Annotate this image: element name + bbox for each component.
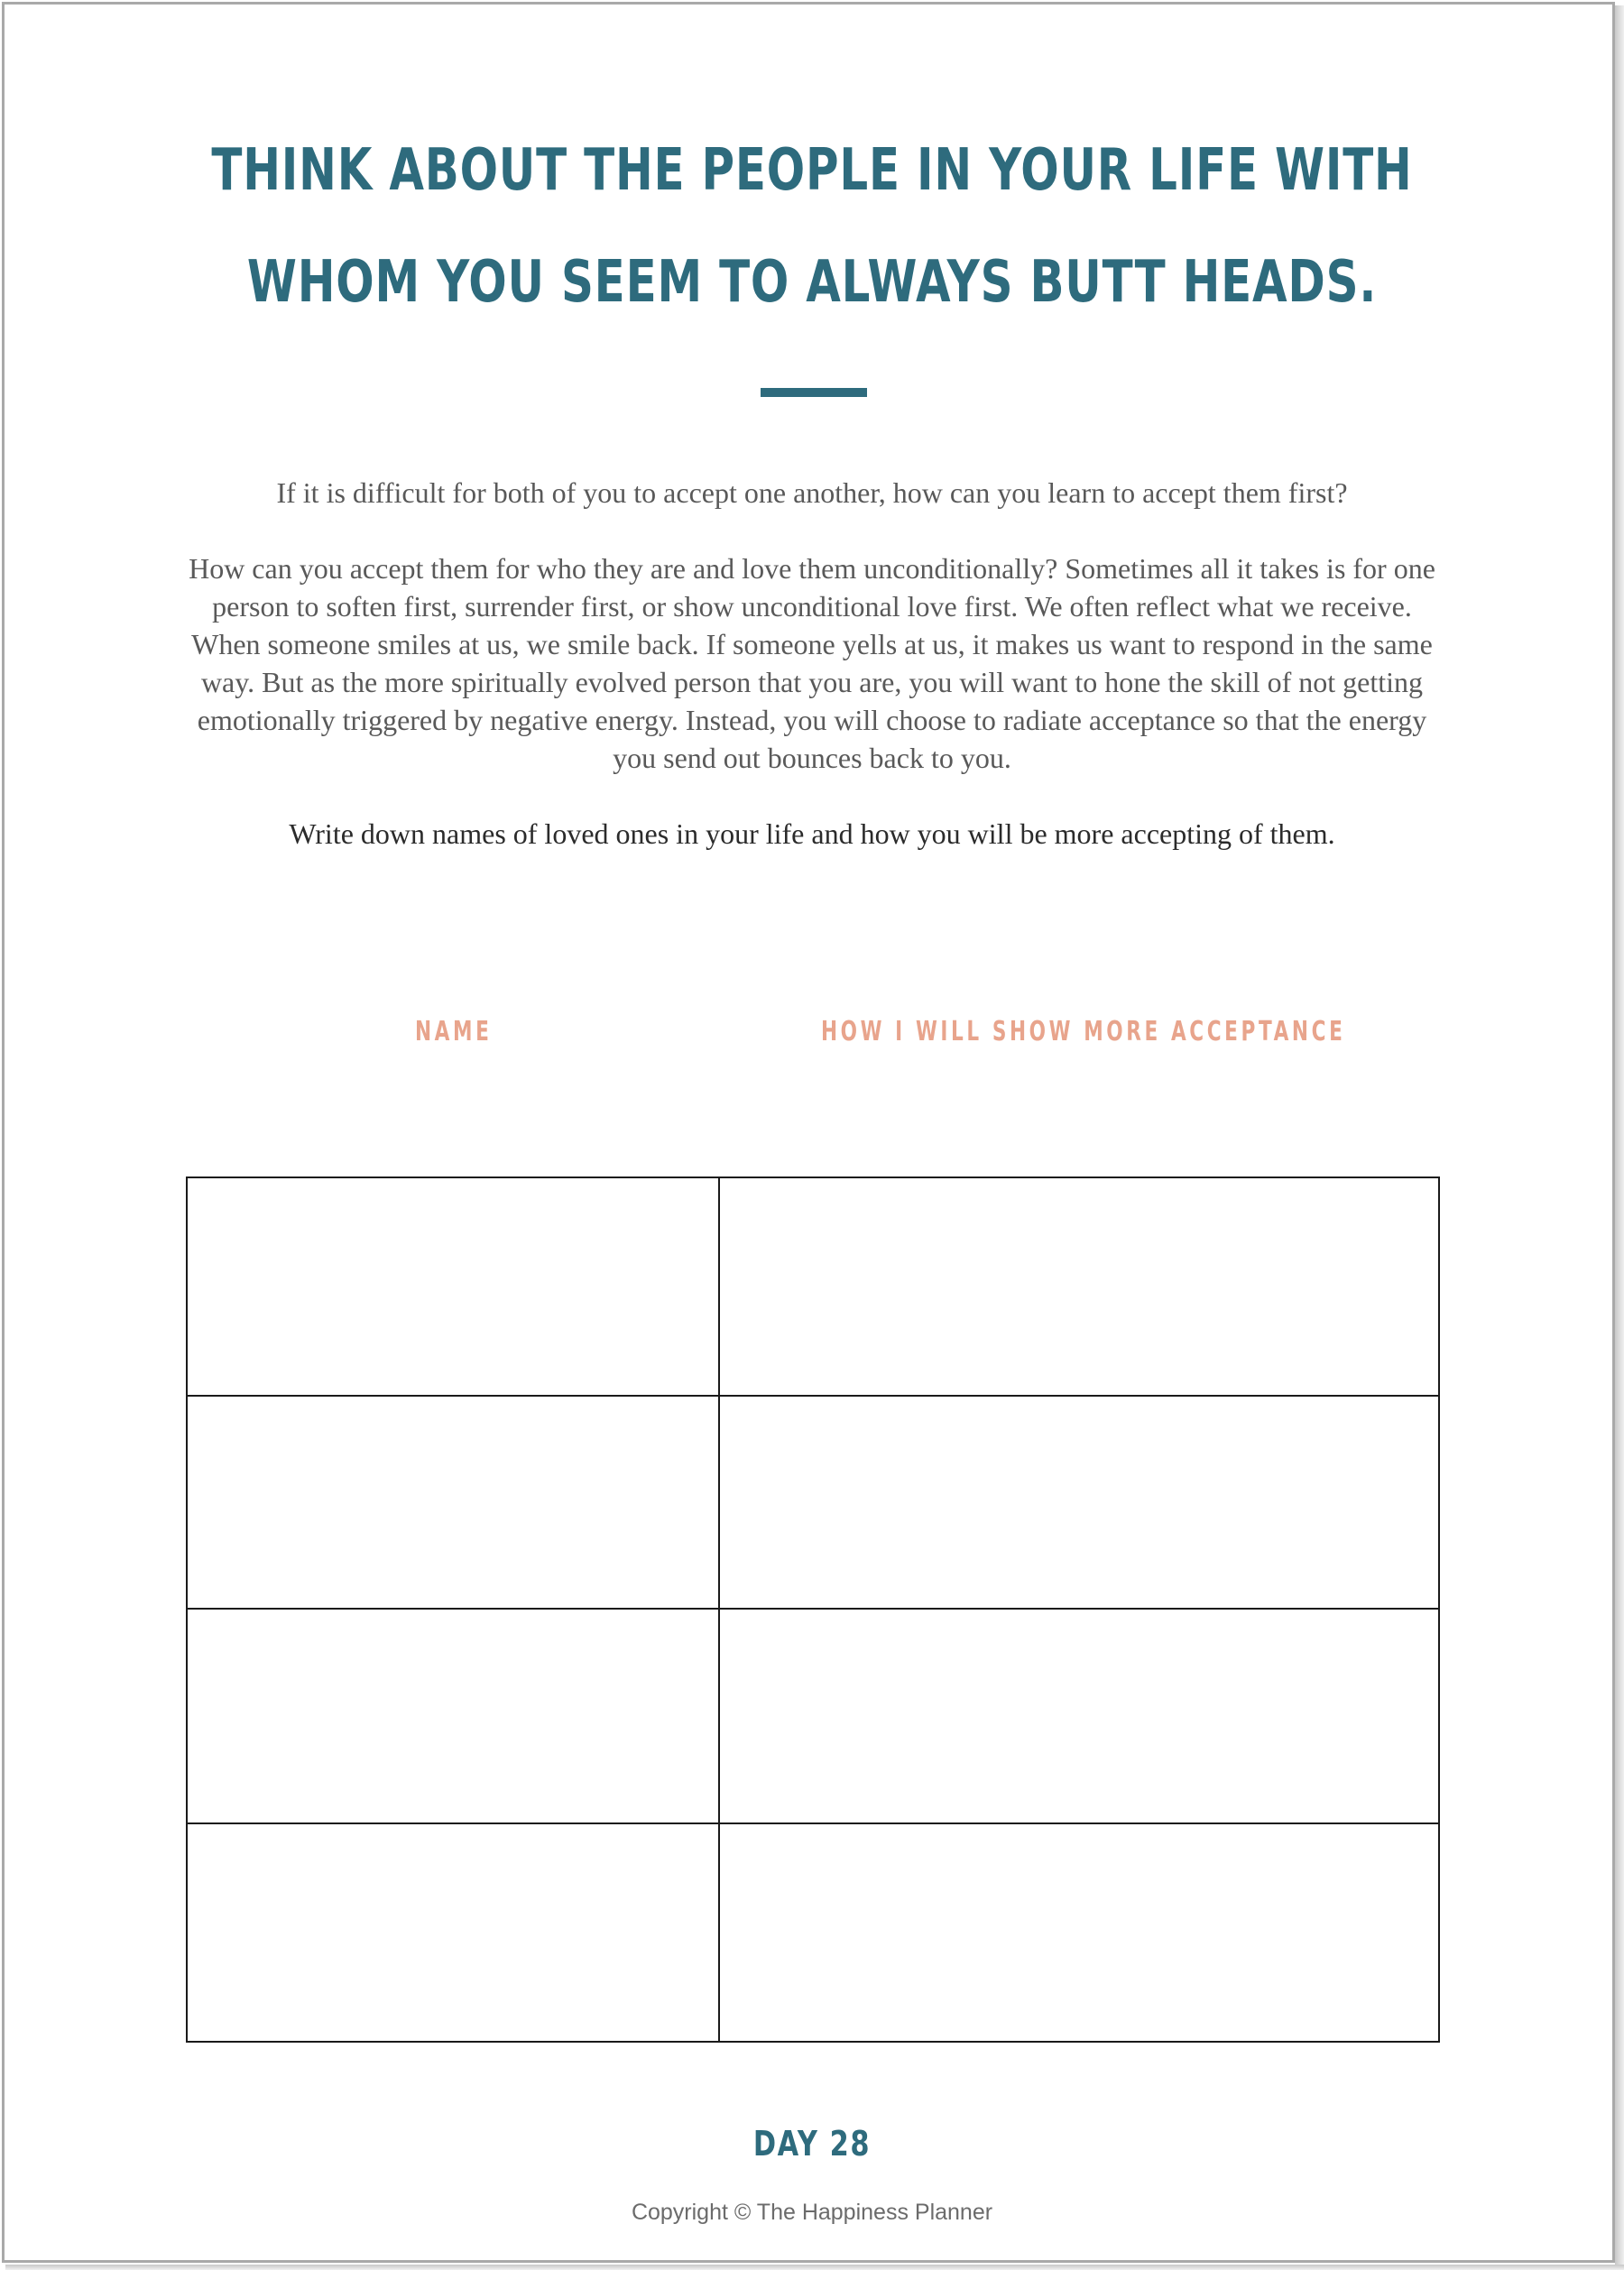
title-divider — [761, 388, 867, 397]
copyright-text: Copyright © The Happiness Planner — [631, 2200, 993, 2225]
body-paragraph: How can you accept them for who they are and love them unconditionally? Sometimes all it takes is for one person to soften first, surrender first, or show unconditional love first. We often reflect what we receive. When someone smiles at us, we smile back. If someone yells at us, it makes us want to respond in the same way. But as the more spiritually evolved person that you are, you will want to hone the skill of not getting emotionally triggered by negative energy. Instead, you will choose to radiate acceptance so that the energy you send out bounces back to you. — [189, 552, 1435, 774]
name-cell[interactable] — [187, 1823, 719, 2042]
intro-question: If it is difficult for both of you to accept one another, how can you learn to accept them first? — [276, 476, 1348, 509]
column-header-name: NAME — [415, 1016, 493, 1047]
name-cell[interactable] — [187, 1609, 719, 1823]
acceptance-cell[interactable] — [719, 1823, 1439, 2042]
page-title-line-1: THINK ABOUT THE PEOPLE IN YOUR LIFE WITH — [211, 137, 1413, 204]
acceptance-cell[interactable] — [719, 1396, 1439, 1609]
writing-table — [186, 1177, 1440, 2043]
day-label: DAY 28 — [752, 2124, 872, 2164]
page-shadow-right — [1615, 5, 1624, 2266]
table-row — [187, 1177, 1439, 1396]
acceptance-cell[interactable] — [719, 1609, 1439, 1823]
table-row — [187, 1609, 1439, 1823]
name-cell[interactable] — [187, 1177, 719, 1396]
acceptance-cell[interactable] — [719, 1177, 1439, 1396]
page-shadow-bottom — [5, 2265, 1624, 2270]
name-cell[interactable] — [187, 1396, 719, 1609]
instruction-text: Write down names of loved ones in your life and how you will be more accepting of them. — [289, 817, 1335, 850]
table-row — [187, 1396, 1439, 1609]
table-row — [187, 1823, 1439, 2042]
page-title-line-2: WHOM YOU SEEM TO ALWAYS BUTT HEADS. — [246, 249, 1378, 316]
column-header-acceptance: HOW I WILL SHOW MORE ACCEPTANCE — [821, 1016, 1346, 1047]
